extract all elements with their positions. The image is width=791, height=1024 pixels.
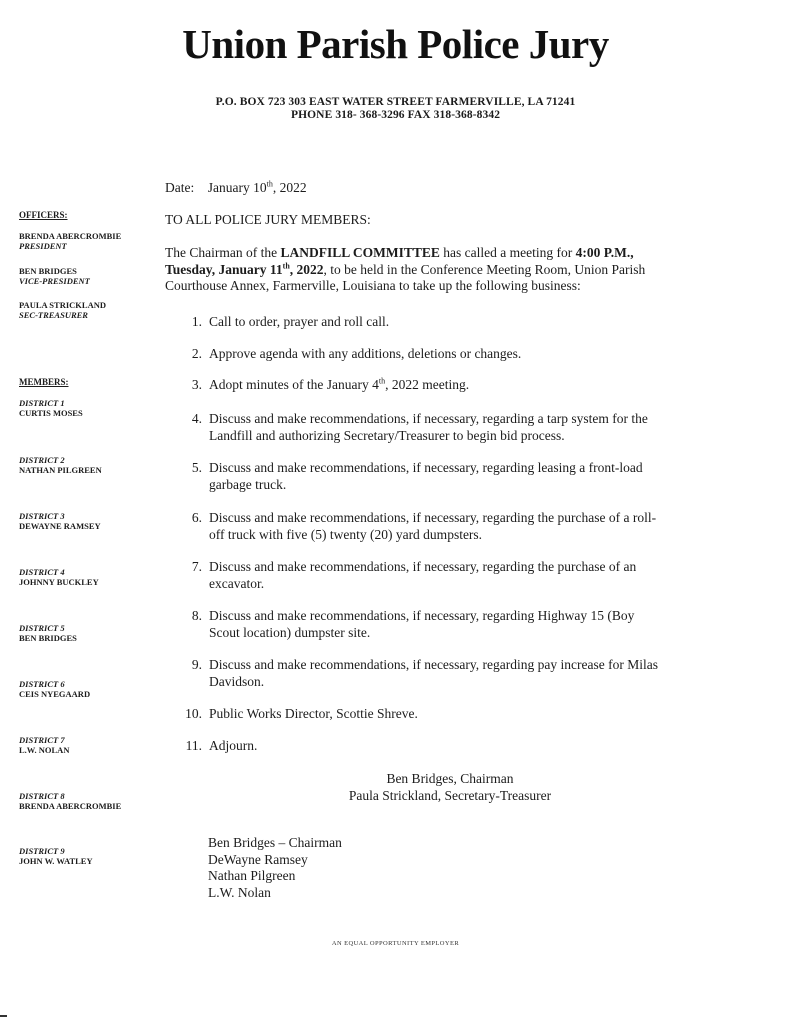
agenda-number: 3. xyxy=(191,377,202,392)
agenda-item xyxy=(180,411,665,444)
committee-members-list xyxy=(208,835,342,901)
member-name: NATHAN PILGREEN xyxy=(19,465,102,475)
agenda-text: Discuss and make recommendations, if necessary, regarding leasing a front-load garbage truck. xyxy=(209,460,643,492)
agenda-item xyxy=(180,460,665,493)
officer-name: BRENDA ABERCROMBIE xyxy=(19,231,122,241)
agenda-item xyxy=(180,377,665,394)
agenda-text: Discuss and make recommendations, if necessary, regarding the purchase of a roll-off truck with five (5) twenty (20) yard dumpsters. xyxy=(209,510,657,542)
member-name: CEIS NYEGAARD xyxy=(19,689,91,699)
salutation: TO ALL POLICE JURY MEMBERS: xyxy=(165,212,371,227)
meeting-time: 4:00 P.M., xyxy=(575,245,634,260)
officers-heading: OFFICERS: xyxy=(19,210,68,220)
agenda-number: 4. xyxy=(191,411,202,426)
member-entry xyxy=(19,511,101,531)
date-year: , 2022 xyxy=(272,180,307,195)
agenda-item xyxy=(180,738,665,755)
officer-entry xyxy=(19,231,121,251)
agenda-text: Public Works Director, Scottie Shreve. xyxy=(209,706,418,721)
intro-text: , to be held in the Conference Meeting Room, Union Parish Courthouse Annex, Farmerville, Louisiana to take up the following business: xyxy=(165,261,646,293)
member-entry xyxy=(19,398,83,418)
member-district: DISTRICT 1 xyxy=(19,398,65,408)
agenda-item xyxy=(180,608,665,641)
scan-edge-mark xyxy=(0,1015,7,1017)
member-district: DISTRICT 8 xyxy=(19,791,65,801)
officer-entry xyxy=(19,300,106,320)
agenda-text: Adopt minutes of the January 4th, 2022 meeting. xyxy=(209,376,470,392)
agenda-text: Approve agenda with any additions, deletions or changes. xyxy=(209,346,522,361)
committee-member: L.W. Nolan xyxy=(208,884,271,900)
date-text: January 10 xyxy=(207,180,267,195)
agenda-item xyxy=(180,657,665,690)
committee-name: LANDFILL COMMITTEE xyxy=(280,245,440,260)
signature-chairman: Ben Bridges, Chairman xyxy=(386,771,514,786)
agenda-number: 1. xyxy=(191,314,202,329)
member-entry xyxy=(19,846,93,866)
member-name: DEWAYNE RAMSEY xyxy=(19,521,101,531)
officer-role: PRESIDENT xyxy=(19,241,67,251)
officer-role: VICE-PRESIDENT xyxy=(19,276,90,286)
member-name: BRENDA ABERCROMBIE xyxy=(19,801,122,811)
member-name: JOHNNY BUCKLEY xyxy=(19,577,99,587)
agenda-item xyxy=(180,706,665,723)
member-district: DISTRICT 9 xyxy=(19,846,65,856)
officer-role: SEC-TREASURER xyxy=(19,310,88,320)
member-district: DISTRICT 4 xyxy=(19,567,65,577)
member-district: DISTRICT 3 xyxy=(19,511,65,521)
agenda-number: 7. xyxy=(191,559,202,574)
member-district: DISTRICT 6 xyxy=(19,679,65,689)
officer-name: PAULA STRICKLAND xyxy=(19,300,106,310)
date-sup: th xyxy=(266,179,273,189)
letterhead-phone: PHONE 318- 368-3296 FAX 318-368-8342 xyxy=(290,109,501,121)
agenda-number: 5. xyxy=(191,460,202,475)
agenda-item xyxy=(180,510,665,543)
agenda-text: Discuss and make recommendations, if necessary, regarding a tarp system for the Landfill and authorizing Secretary/Treasurer to begin bid process. xyxy=(209,411,648,443)
agenda-number: 10. xyxy=(185,706,202,721)
members-heading: MEMBERS: xyxy=(19,377,69,387)
agenda-text: Call to order, prayer and roll call. xyxy=(209,314,390,329)
member-entry xyxy=(19,567,99,587)
footer-text: AN EQUAL OPPORTUNITY EMPLOYER xyxy=(331,940,460,947)
agenda-item xyxy=(180,346,665,363)
agenda-item xyxy=(180,314,665,331)
agenda-number: 2. xyxy=(191,346,202,361)
member-entry xyxy=(19,623,77,643)
letterhead-address: P.O. BOX 723 303 EAST WATER STREET FARMERVILLE, LA 71241 xyxy=(215,96,576,108)
letter-date xyxy=(165,180,307,197)
agenda-text: Discuss and make recommendations, if necessary, regarding Highway 15 (Boy Scout location) dumpster site. xyxy=(209,608,635,640)
agenda-number: 11. xyxy=(185,738,202,753)
intro-paragraph xyxy=(165,245,655,295)
letterhead-title: Union Parish Police Jury xyxy=(182,21,609,67)
meeting-day: Tuesday, January 11th, 2022 xyxy=(165,261,324,277)
agenda-text: Adjourn. xyxy=(209,738,258,753)
agenda-text: Discuss and make recommendations, if necessary, regarding pay increase for Milas Davidson. xyxy=(209,657,658,689)
intro-text: has called a meeting for xyxy=(439,245,576,260)
agenda-item xyxy=(180,559,665,592)
member-entry xyxy=(19,735,69,755)
member-district: DISTRICT 7 xyxy=(19,735,65,745)
committee-member: Nathan Pilgreen xyxy=(208,868,296,883)
member-district: DISTRICT 2 xyxy=(19,455,65,465)
agenda-text: Discuss and make recommendations, if necessary, regarding the purchase of an excavator. xyxy=(209,559,637,591)
member-name: L.W. NOLAN xyxy=(19,745,70,755)
committee-member: DeWayne Ramsey xyxy=(208,851,308,867)
intro-text: The Chairman of the xyxy=(165,245,281,260)
member-name: JOHN W. WATLEY xyxy=(19,856,93,866)
member-name: CURTIS MOSES xyxy=(19,408,83,418)
agenda-number: 8. xyxy=(191,608,202,623)
date-label: Date: xyxy=(165,180,195,195)
member-district: DISTRICT 5 xyxy=(19,623,65,633)
member-name: BEN BRIDGES xyxy=(19,633,77,643)
officer-name: BEN BRIDGES xyxy=(19,266,77,276)
officer-entry xyxy=(19,266,90,286)
member-entry xyxy=(19,455,102,475)
signature-secretary: Paula Strickland, Secretary-Treasurer xyxy=(348,788,552,803)
agenda-number: 6. xyxy=(191,510,202,525)
member-entry xyxy=(19,679,90,699)
agenda-number: 9. xyxy=(191,657,202,672)
committee-member: Ben Bridges – Chairman xyxy=(208,835,342,850)
